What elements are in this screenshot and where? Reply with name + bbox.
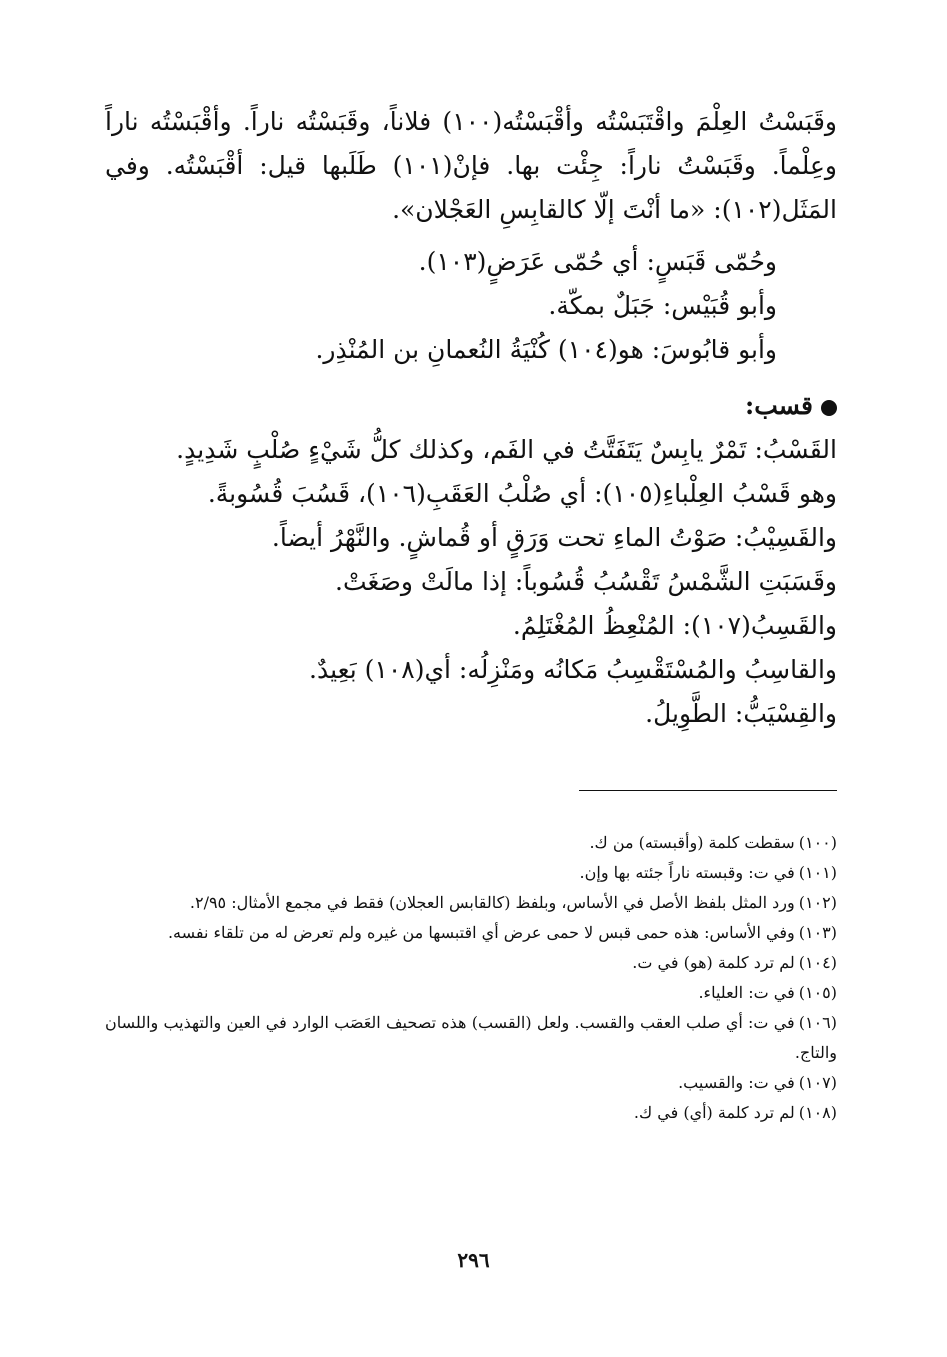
footnotes bbox=[105, 828, 837, 1128]
section-line: وهو قَسْبُ العِلْباءِ(١٠٥): أي صُلْبُ العَقَبِ(١٠٦)، قَسُبَ قُسُوبةً. bbox=[207, 479, 837, 508]
intro-paragraph: وقَبَسْتُ العِلْمَ واقْتَبَسْتُه وأقْبَسْتُه(١٠٠) فلاناً، وقَبَسْتُه ناراً. وأقْبَسْتُه ناراً وعِلْماً. وقَبَسْتُ ناراً: جِئْت بها. فإنْ(١٠١) طَلَبها قيل: أقْبَسْتُه. وفي المَثَل(١٠٢): «ما أنْتَ إلّا كالقابِسِ العَجْلان». bbox=[105, 107, 837, 224]
footnote-number: (١٠٤) bbox=[798, 953, 837, 972]
footnote bbox=[105, 948, 837, 978]
footnote-number: (١٠٠) bbox=[798, 833, 837, 852]
section-line: والقَسِبُ(١٠٧): المُنْعِظُ المُغْتَلِمُ. bbox=[512, 611, 837, 640]
footnote bbox=[105, 1098, 837, 1128]
footnote-number: (١٠٥) bbox=[798, 983, 837, 1002]
section-heading bbox=[105, 384, 837, 428]
section-line: وقَسَبَتِ الشَّمْسُ تَقْسُبُ قُسُوباً: إذا مالَتْ وصَغَتْ. bbox=[335, 567, 837, 596]
footnote bbox=[105, 888, 837, 918]
footnote-text: لم ترد كلمة (أي) في ك. bbox=[633, 1103, 795, 1122]
entry-line: وأبو قابُوسَ: هو(١٠٤) كُنْيَةُ النُعمانِ بن المُنْذِر. bbox=[315, 335, 777, 364]
main-text bbox=[105, 100, 837, 736]
footnote-text: ورد المثل بلفظ الأصل في الأساس، وبلفظ (كالقابس العجلان) فقط في مجمع الأمثال: ٢/٩٥. bbox=[189, 893, 795, 912]
footnote bbox=[105, 1008, 837, 1068]
footnote-text: سقطت كلمة (وأقبسته) من ك. bbox=[589, 833, 795, 852]
entry-line: وحُمّى قَبَسٍ: أي حُمّى عَرَضٍ(١٠٣). bbox=[418, 247, 777, 276]
footnote-number: (١٠٣) bbox=[798, 923, 837, 942]
footnote-number: (١٠٨) bbox=[798, 1103, 837, 1122]
section-line: القَسْبُ: تَمْرٌ يابِسٌ يَتَفَتَّتُ في الفَم، وكذلك كلُّ شَيْءٍ صُلْبٍ شَدِيدٍ. bbox=[176, 435, 837, 464]
footnote bbox=[105, 858, 837, 888]
footnote-text: في ت: والقسيب. bbox=[678, 1073, 795, 1092]
page-number: ٢٩٦ bbox=[457, 1248, 490, 1272]
footnote-text: في ت: وقبسته ناراً جئته بها وإن. bbox=[579, 863, 795, 882]
footnote bbox=[105, 918, 837, 948]
footnote-number: (١٠٢) bbox=[798, 893, 837, 912]
entry-line: وأبو قُبَيْس: جَبَلٌ بمكّة. bbox=[548, 291, 777, 320]
footnote bbox=[105, 828, 837, 858]
section-line: والقاسِبُ والمُسْتَقْسِبُ مَكانُه ومَنْزِلُه: أي(١٠٨) بَعِيدٌ. bbox=[309, 655, 837, 684]
footnote bbox=[105, 1068, 837, 1098]
footnote-text: في ت: العلياء. bbox=[698, 983, 795, 1002]
footnote-text: لم ترد كلمة (هو) في ت. bbox=[632, 953, 795, 972]
footnote-number: (١٠٦) bbox=[798, 1013, 837, 1032]
footnote-text: في ت: أي صلب العقب والقسب. ولعل (القسب) هذه تصحيف العَصَب الوارد في العين والتهذيب واللسان والتاج. bbox=[105, 1013, 837, 1062]
footnote bbox=[105, 978, 837, 1008]
footnote-number: (١٠١) bbox=[798, 863, 837, 882]
footnote-text: وفي الأساس: هذه حمى قبس لا حمى عرض أي اقتبسها من غيره ولم تعرض له من تلقاء نفسه. bbox=[167, 923, 795, 942]
section-line: والقِسْيَبُّ: الطَّوِيلُ. bbox=[645, 699, 837, 728]
footnote-number: (١٠٧) bbox=[798, 1073, 837, 1092]
footnote-divider bbox=[579, 790, 837, 791]
bullet-icon bbox=[821, 400, 837, 416]
section-line: والقَسِيْبُ: صَوْتُ الماءِ تحت وَرَقٍ أو قُماشٍ. والنَّهْرُ أيضاً. bbox=[271, 523, 837, 552]
section-title: قسب: bbox=[744, 391, 813, 420]
